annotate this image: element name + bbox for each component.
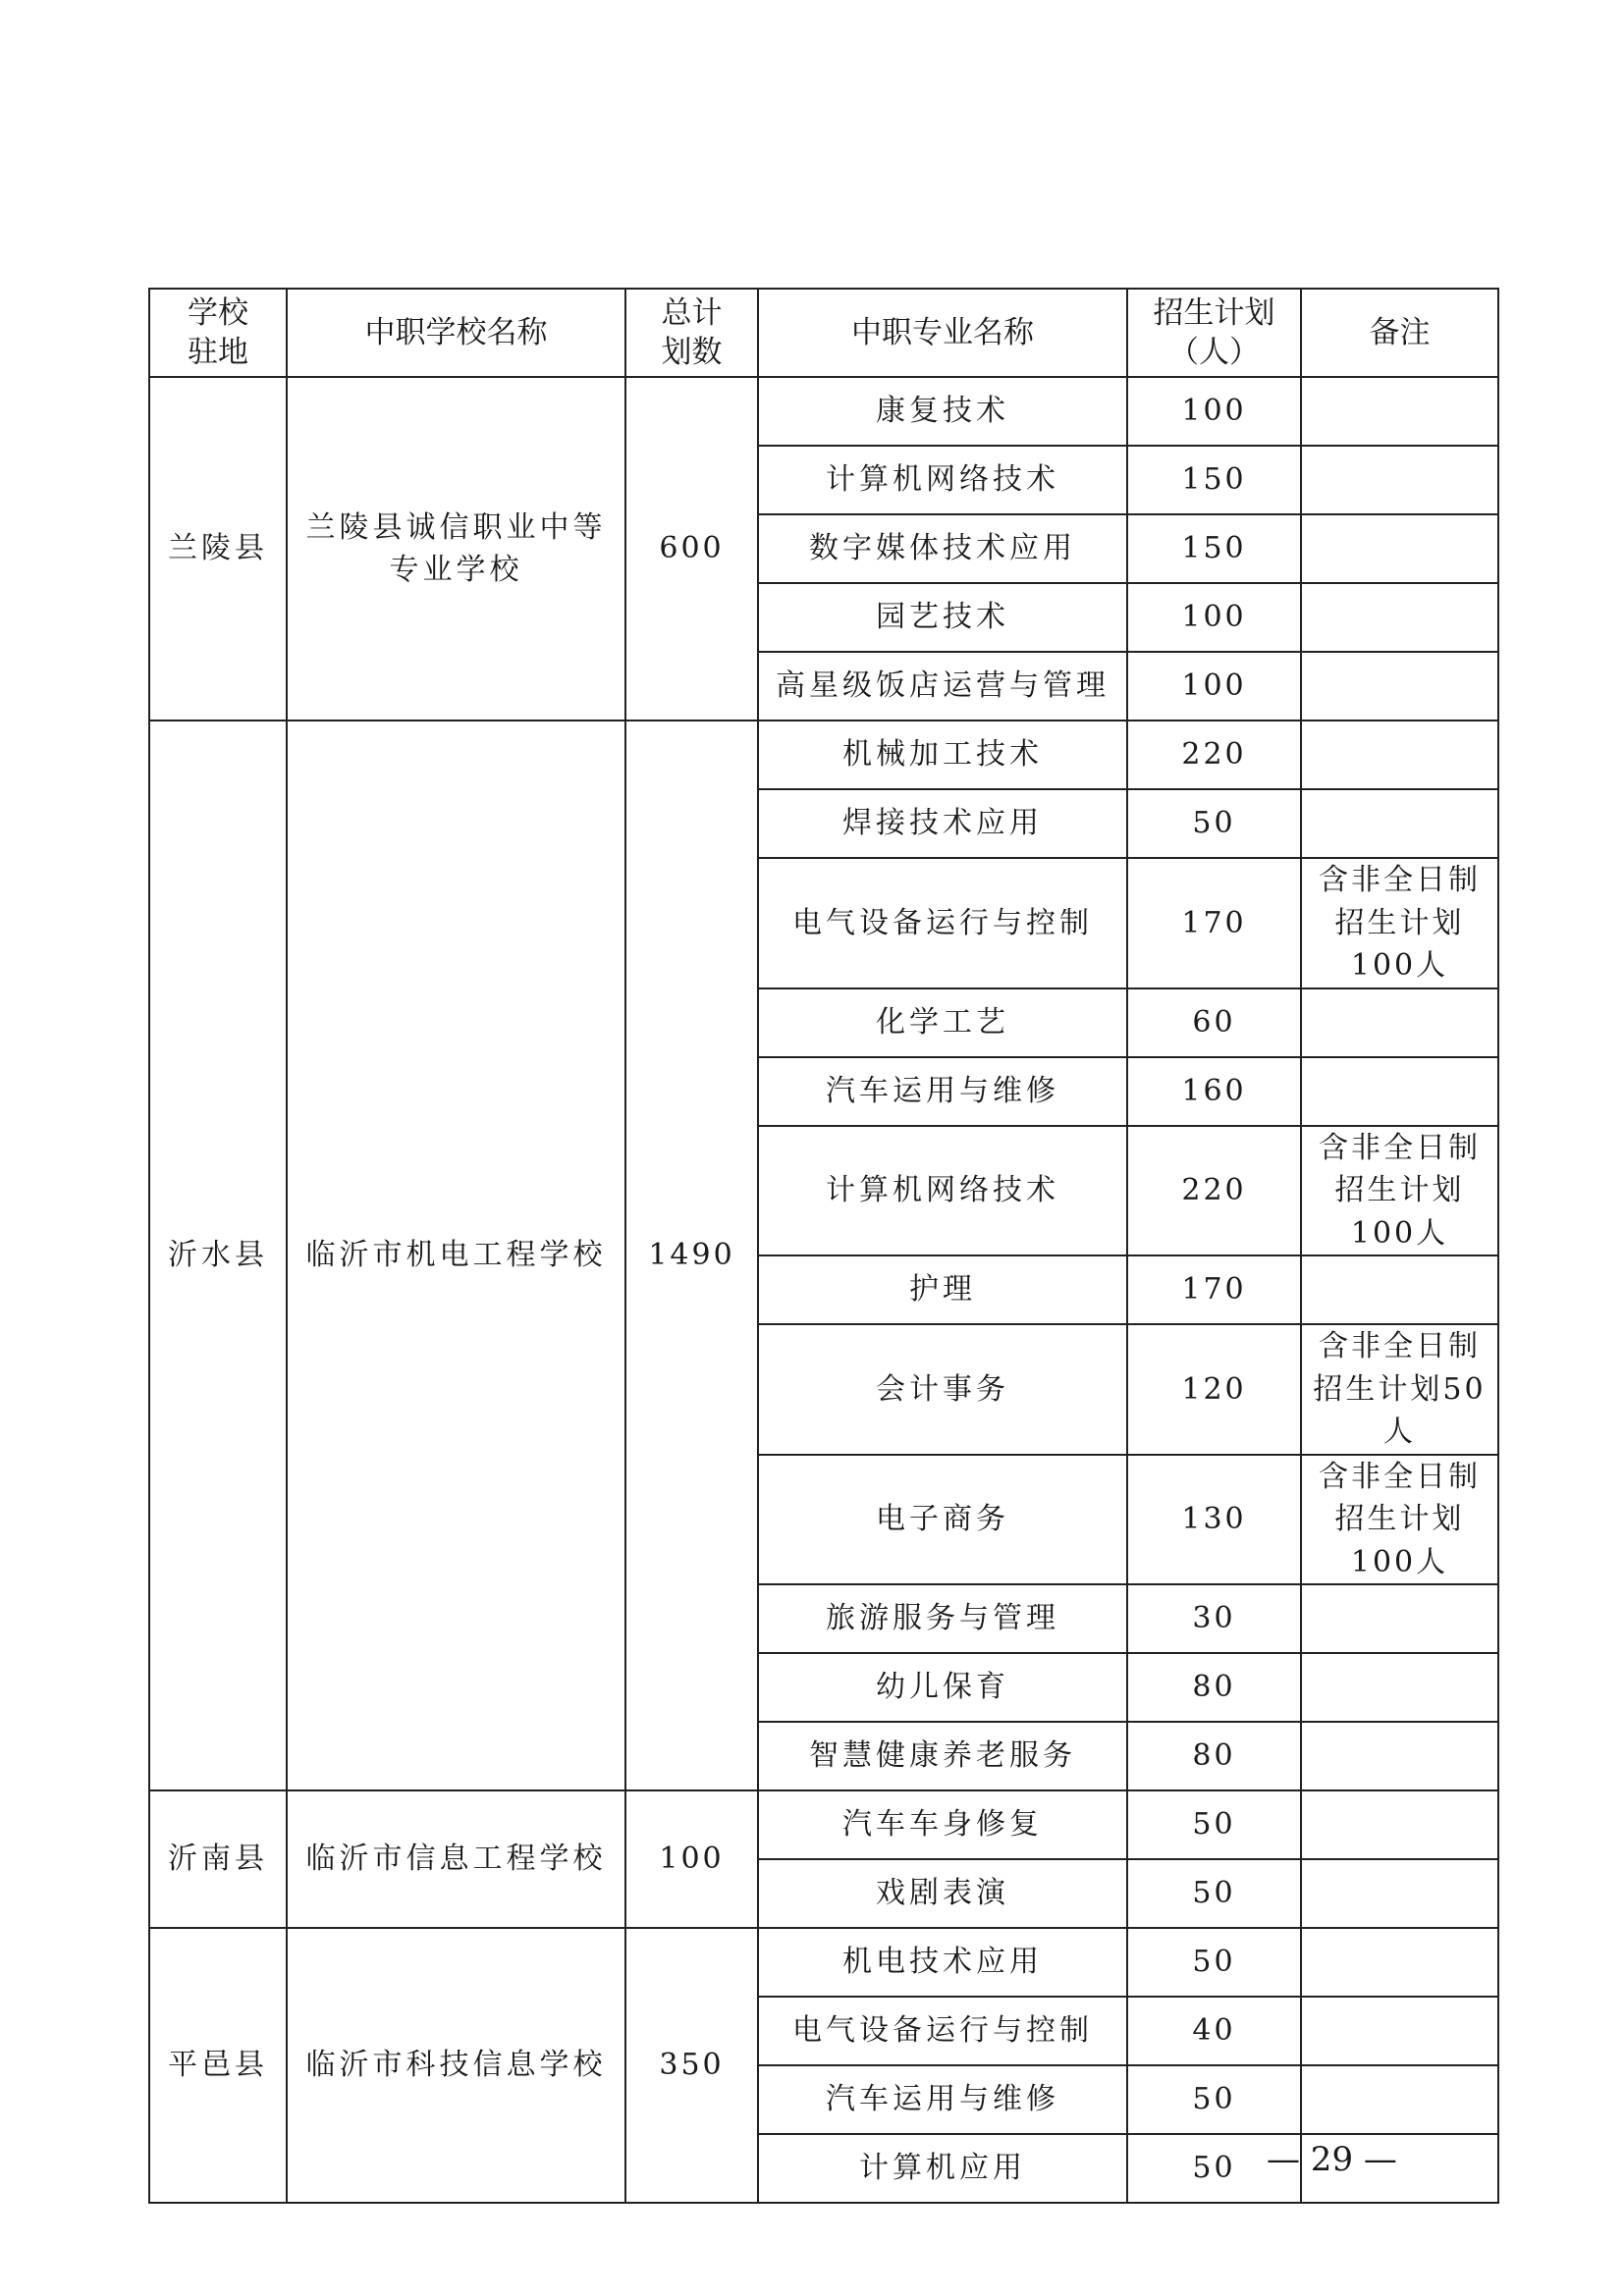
plan-count-cell: 160 — [1127, 1057, 1301, 1126]
plan-count-cell: 100 — [1127, 377, 1301, 446]
note-cell — [1301, 789, 1498, 858]
major-name-cell: 幼儿保育 — [758, 1653, 1127, 1722]
major-name-cell: 会计事务 — [758, 1324, 1127, 1455]
plan-count-cell: 50 — [1127, 1790, 1301, 1859]
major-name-cell: 电子商务 — [758, 1455, 1127, 1585]
note-cell — [1301, 1255, 1498, 1324]
major-name-cell: 智慧健康养老服务 — [758, 1722, 1127, 1790]
note-cell — [1301, 514, 1498, 583]
note-cell: 含非全日制招生计划100人 — [1301, 858, 1498, 988]
major-name-cell: 电气设备运行与控制 — [758, 858, 1127, 988]
plan-count-cell: 50 — [1127, 1859, 1301, 1928]
major-name-cell: 园艺技术 — [758, 583, 1127, 652]
plan-count-cell: 120 — [1127, 1324, 1301, 1455]
note-cell: 含非全日制招生计划100人 — [1301, 1126, 1498, 1256]
note-cell: 含非全日制招生计划100人 — [1301, 1455, 1498, 1585]
school-name-cell: 临沂市信息工程学校 — [287, 1790, 625, 1928]
plan-count-cell: 50 — [1127, 1928, 1301, 1997]
plan-count-cell: 80 — [1127, 1722, 1301, 1790]
note-cell — [1301, 652, 1498, 721]
plan-count-cell: 100 — [1127, 583, 1301, 652]
header-major: 中职专业名称 — [758, 289, 1127, 377]
plan-count-cell: 100 — [1127, 652, 1301, 721]
header-note: 备注 — [1301, 289, 1498, 377]
school-name-cell: 兰陵县诚信职业中等专业学校 — [287, 377, 625, 721]
school-name-cell: 临沂市科技信息学校 — [287, 1928, 625, 2203]
total-plan-cell: 600 — [625, 377, 758, 721]
major-name-cell: 康复技术 — [758, 377, 1127, 446]
major-name-cell: 机械加工技术 — [758, 721, 1127, 789]
major-name-cell: 护理 — [758, 1255, 1127, 1324]
major-name-cell: 汽车运用与维修 — [758, 2065, 1127, 2134]
major-name-cell: 化学工艺 — [758, 988, 1127, 1057]
plan-count-cell: 150 — [1127, 446, 1301, 514]
note-cell — [1301, 1859, 1498, 1928]
major-name-cell: 汽车车身修复 — [758, 1790, 1127, 1859]
note-cell — [1301, 1653, 1498, 1722]
header-total: 总计 划数 — [625, 289, 758, 377]
note-cell — [1301, 1057, 1498, 1126]
table-body — [149, 377, 1498, 2203]
major-name-cell: 旅游服务与管理 — [758, 1584, 1127, 1653]
major-name-cell: 计算机网络技术 — [758, 446, 1127, 514]
enrollment-plan-table — [148, 288, 1499, 2204]
plan-count-cell: 50 — [1127, 789, 1301, 858]
major-name-cell: 机电技术应用 — [758, 1928, 1127, 1997]
table-row — [149, 377, 1498, 446]
major-name-cell: 焊接技术应用 — [758, 789, 1127, 858]
major-name-cell: 数字媒体技术应用 — [758, 514, 1127, 583]
total-plan-cell: 100 — [625, 1790, 758, 1928]
table-row — [149, 1928, 1498, 1997]
note-cell — [1301, 446, 1498, 514]
major-name-cell: 电气设备运行与控制 — [758, 1997, 1127, 2065]
header-row — [149, 289, 1498, 377]
plan-count-cell: 150 — [1127, 514, 1301, 583]
note-cell — [1301, 1790, 1498, 1859]
plan-count-cell: 40 — [1127, 1997, 1301, 2065]
header-district: 学校 驻地 — [149, 289, 287, 377]
district-cell: 沂南县 — [149, 1790, 287, 1928]
total-plan-cell: 350 — [625, 1928, 758, 2203]
plan-count-cell: 170 — [1127, 858, 1301, 988]
plan-count-cell: 220 — [1127, 1126, 1301, 1256]
note-cell — [1301, 1722, 1498, 1790]
page-number: — 29 — — [1267, 2140, 1397, 2179]
major-name-cell: 戏剧表演 — [758, 1859, 1127, 1928]
note-cell — [1301, 988, 1498, 1057]
district-cell: 兰陵县 — [149, 377, 287, 721]
plan-count-cell: 50 — [1127, 2065, 1301, 2134]
note-cell — [1301, 1584, 1498, 1653]
header-plan: 招生计划 （人） — [1127, 289, 1301, 377]
plan-count-cell: 130 — [1127, 1455, 1301, 1585]
plan-count-cell: 220 — [1127, 721, 1301, 789]
major-name-cell: 高星级饭店运营与管理 — [758, 652, 1127, 721]
district-cell: 沂水县 — [149, 721, 287, 1790]
note-cell — [1301, 583, 1498, 652]
major-name-cell: 计算机应用 — [758, 2134, 1127, 2203]
note-cell — [1301, 1997, 1498, 2065]
plan-count-cell: 50 — [1127, 2134, 1301, 2203]
table-row — [149, 721, 1498, 789]
plan-count-cell: 30 — [1127, 1584, 1301, 1653]
district-cell: 平邑县 — [149, 1928, 287, 2203]
plan-count-cell: 80 — [1127, 1653, 1301, 1722]
plan-count-cell: 170 — [1127, 1255, 1301, 1324]
plan-count-cell: 60 — [1127, 988, 1301, 1057]
major-name-cell: 汽车运用与维修 — [758, 1057, 1127, 1126]
note-cell: 含非全日制招生计划50人 — [1301, 1324, 1498, 1455]
total-plan-cell: 1490 — [625, 721, 758, 1790]
school-name-cell: 临沂市机电工程学校 — [287, 721, 625, 1790]
note-cell — [1301, 2065, 1498, 2134]
note-cell — [1301, 377, 1498, 446]
major-name-cell: 计算机网络技术 — [758, 1126, 1127, 1256]
table-row — [149, 1790, 1498, 1859]
note-cell — [1301, 1928, 1498, 1997]
note-cell — [1301, 721, 1498, 789]
header-school: 中职学校名称 — [287, 289, 625, 377]
